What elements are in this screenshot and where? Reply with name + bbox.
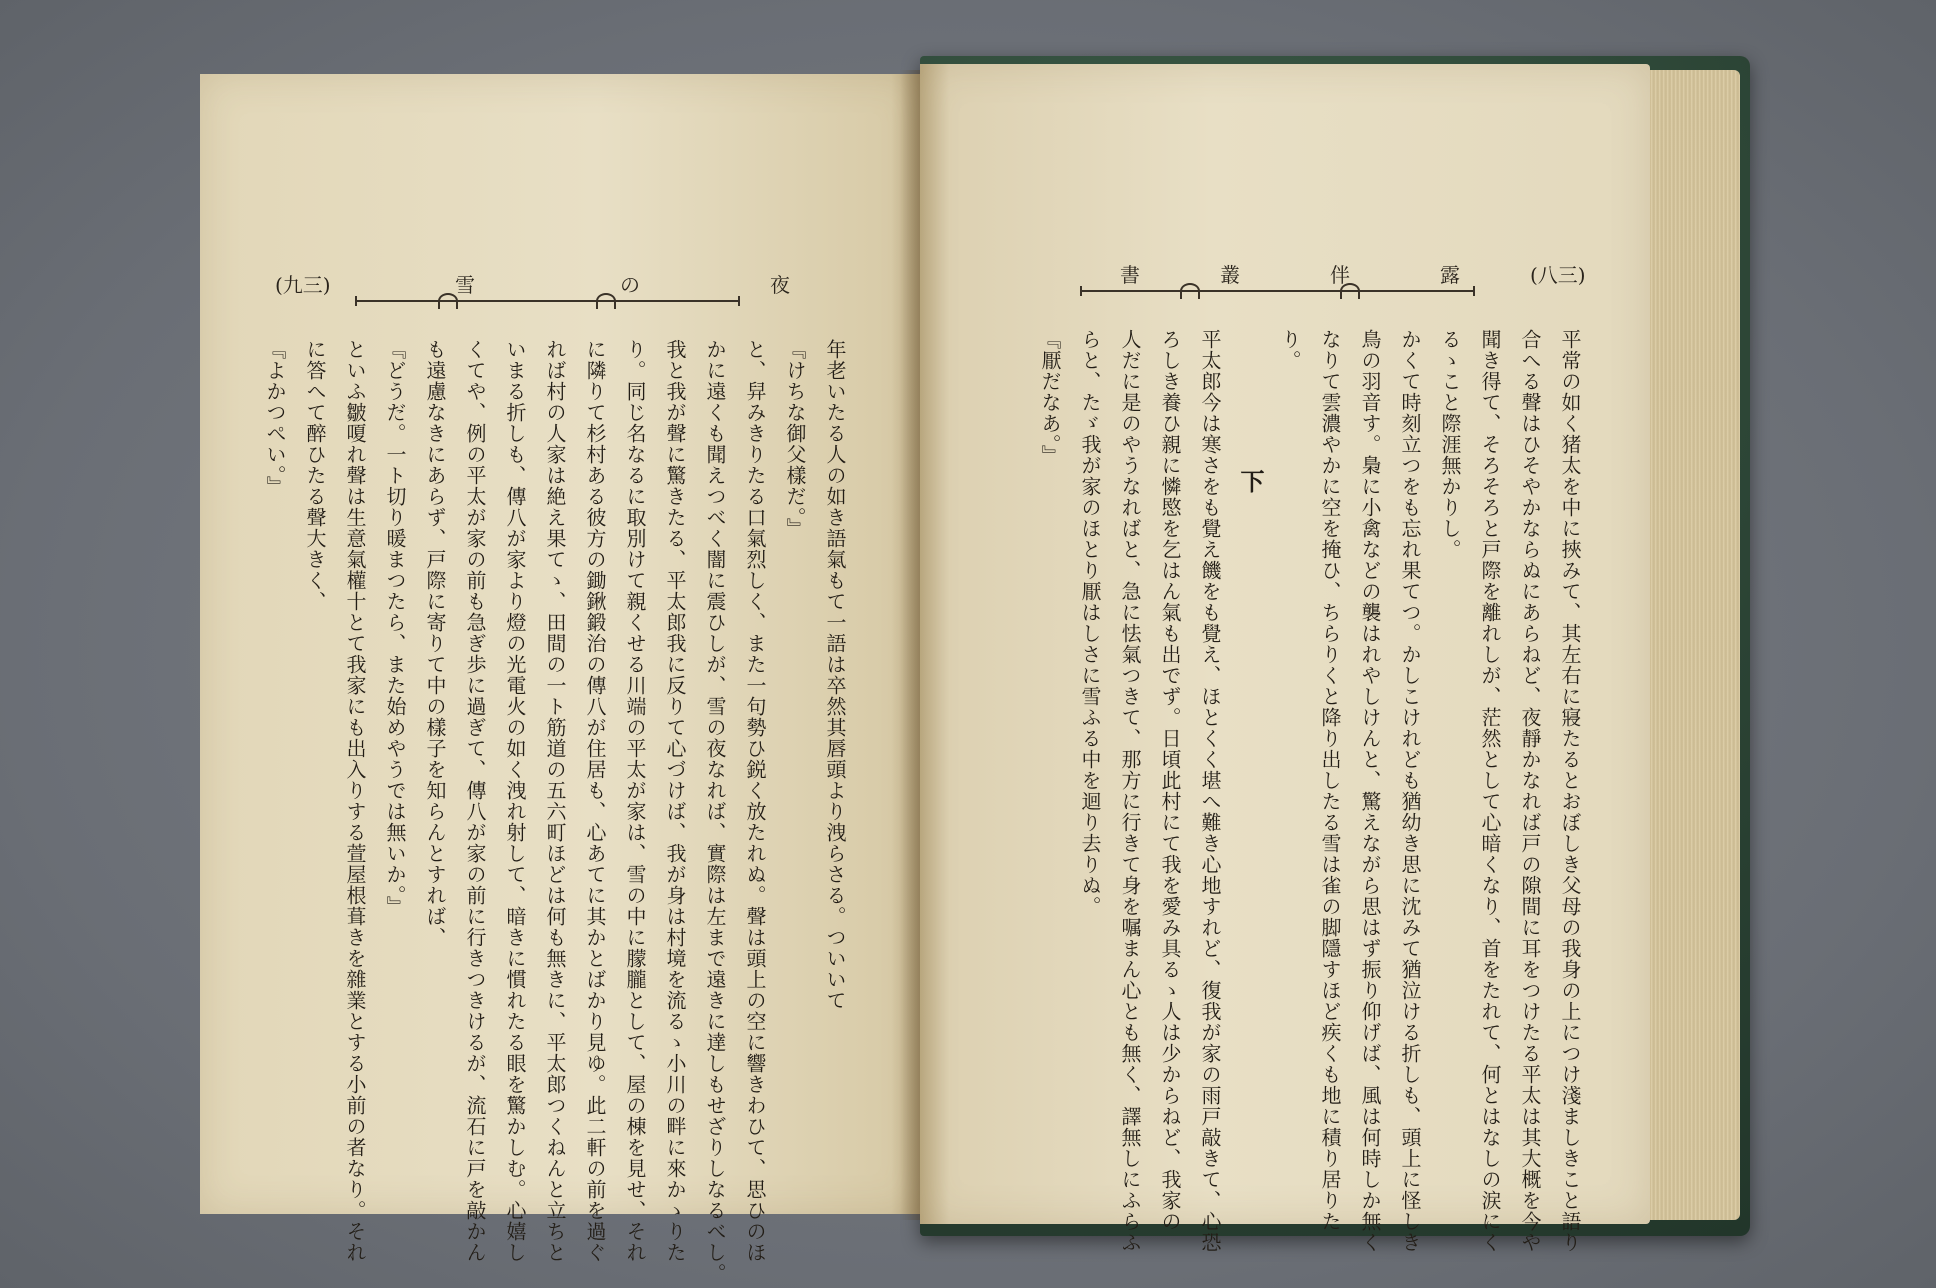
left-title-char-2: の	[620, 273, 640, 297]
left-body-text	[263, 339, 855, 1284]
right-title-char-2: 叢	[1220, 263, 1240, 287]
text-line: に隣りて杉村ある彼方の鋤鍬鍛治の傳八が住居も、心あてに其かとばかり見ゆ。此二軒の前を過ぐ	[583, 339, 607, 1263]
left-title-char-3: 夜	[770, 273, 790, 297]
text-line: れば村の人家は絶え果てゝ、田間の一ト筋道の五六町ほどは何も無きに、平太郎つくねんと立ちと	[543, 339, 567, 1263]
text-line: 『厭だなあ。』	[1038, 329, 1062, 466]
text-line: と、舁みきりたる口氣烈しく、また一句勢ひ鋭く放たれぬ。聲は頭上の空に響きわひて、思ひのほ	[743, 339, 767, 1263]
text-line: 『どうだ。一ト切り暖まつたら、また始めやうでは無いか。』	[383, 339, 407, 917]
text-line: 平太郎今は寒さをも覺え饑をも覺え、ほとくく堪へ難き心地すれど、復我が家の雨戸敲きて、心恐	[1198, 329, 1222, 1253]
left-page-number: (九三)	[275, 273, 331, 297]
page-edges	[1640, 70, 1740, 1220]
right-header-rule	[1080, 290, 1475, 292]
text-line: くてや、例の平太が家の前も急ぎ歩に過ぎて、傳八が家の前に行きつきけるが、流石に戸を敲かん	[463, 339, 487, 1263]
text-line: いまる折しも、傳八が家より燈の光電火の如く洩れ射して、暗きに慣れたる眼を驚かしむ。心嬉し	[503, 339, 527, 1263]
text-line: も遠慮なきにあらず、戸際に寄りて中の樣子を知らんとすれば、	[423, 339, 447, 948]
right-title-char-1: 書	[1120, 263, 1140, 287]
text-line: 人だに是のやうなればと、急に怯氣つきて、那方に行きて身を嘱まん心とも無く、譯無しにふらふ	[1118, 329, 1142, 1253]
text-line: 『よかつぺい。』	[263, 339, 287, 497]
text-line: らと、たゞ我が家のほとり厭はしさに雪ふる中を迴り去りぬ。	[1078, 329, 1102, 917]
text-line: に答へて醉ひたる聲大きく、	[303, 339, 327, 612]
text-line: り。同じ名なるに取別けて親くせる川端の平太が家は、雪の中に朦朧として、屋の棟を見せ、それ	[623, 339, 647, 1263]
text-line: 聞き得て、そろそろと戸際を離れしが、茫然として心暗くなり、首をたれて、何とはなしの涙にく	[1478, 329, 1502, 1253]
left-title-char-1: 雪	[455, 273, 475, 297]
text-line: といふ皺嗄れ聲は生意氣權十とて我家にも出入りする萱屋根葺きを雜業とする小前の者なり。それ	[343, 339, 367, 1263]
right-page-number: (八三)	[1530, 263, 1586, 287]
text-line: なりて雲濃やかに空を掩ひ、ちらりくと降り出したる雪は雀の脚隱すほど疾くも地に積り居りた	[1318, 329, 1342, 1232]
text-line: るゝこと際涯無かりし。	[1438, 329, 1462, 560]
text-line: り。	[1278, 329, 1302, 371]
text-line: 年老いたる人の如き語氣もて一語は卒然其唇頭より洩らさる。ついいて	[823, 339, 847, 1011]
right-rule-ornament	[1180, 283, 1200, 299]
right-page	[920, 64, 1650, 1253]
left-page	[200, 74, 920, 1284]
text-line: 『けちな御父樣だ。』	[783, 339, 807, 539]
text-line: かに遠くも聞えつべく闇に震ひしが、雪の夜なれば、實際は左まで遠きに達しもせざりしなるべし。	[703, 339, 727, 1284]
text-line: 合へる聲はひそやかならぬにあらねど、夜靜かなれば戸の隙間に耳をつけたる平太は其大概を今や	[1518, 329, 1542, 1253]
left-rule-ornament	[438, 293, 458, 309]
text-line: かくて時刻立つをも忘れ果てつ。かしこけれども猶幼き思に沈みて猶泣ける折しも、頭上に怪しき	[1398, 329, 1422, 1253]
right-title-char-4: 露	[1440, 263, 1460, 287]
text-line: 鳥の羽音す。梟に小禽などの襲はれやしけんと、驚えながら思はず振り仰げば、風は何時しか無く	[1358, 329, 1382, 1253]
left-running-head	[275, 269, 825, 309]
section-heading: 下	[1236, 469, 1265, 494]
text-line: ろしき養ひ親に憐愍を乞はん氣も出でず。日頃此村にて我を愛み具るゝ人は少からねど、我家の	[1158, 329, 1182, 1232]
left-rule-ornament	[596, 293, 616, 309]
right-rule-ornament	[1340, 283, 1360, 299]
right-body-text	[1000, 329, 1590, 1253]
text-line: 我と我が聲に驚きたる、平太郎我に反りて心づけば、我が身は村境を流るゝ小川の畔に來かゝりた	[663, 339, 687, 1263]
left-header-rule	[355, 300, 740, 302]
right-title-char-3: 伴	[1330, 263, 1350, 287]
text-line: 平常の如く猪太を中に挾みて、其左右に寢たるとおぼしき父母の我身の上につけ淺ましきこと語り	[1558, 329, 1582, 1253]
